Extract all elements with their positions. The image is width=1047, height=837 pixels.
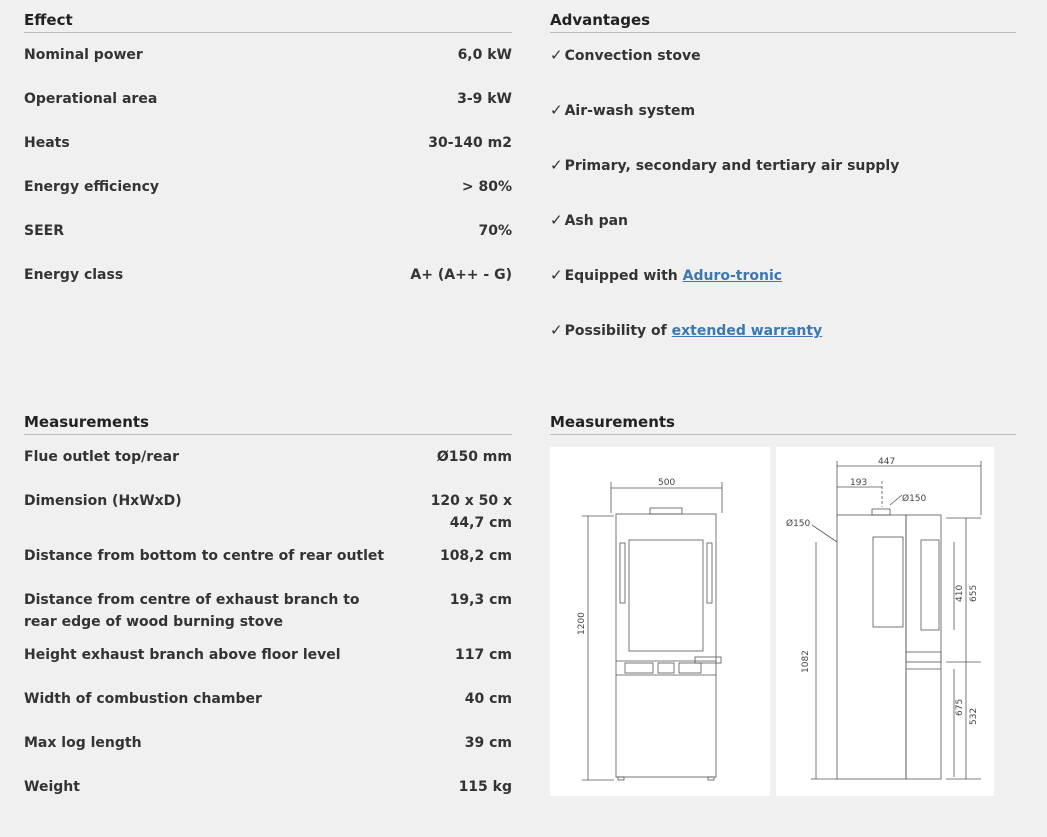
spec-value: 108,2 cm bbox=[439, 548, 512, 564]
spec-value: > 80% bbox=[461, 179, 512, 195]
advantage-text: Ash pan bbox=[564, 213, 629, 229]
side-view-drawing bbox=[776, 447, 994, 796]
front-width-label: 500 bbox=[658, 478, 676, 488]
advantages-title: Advantages bbox=[550, 10, 1016, 33]
advantage-item bbox=[550, 99, 695, 122]
spec-value: 70% bbox=[478, 223, 512, 239]
spec-value: A+ (A++ - G) bbox=[410, 267, 512, 283]
spec-value: 115 kg bbox=[458, 779, 512, 795]
spec-label: Flue outlet top/rear bbox=[24, 449, 180, 465]
side-offset-label: 193 bbox=[850, 478, 868, 488]
spec-row bbox=[24, 44, 512, 66]
side-dim-532: 532 bbox=[969, 707, 979, 725]
spec-row bbox=[24, 132, 512, 154]
advantage-text: Equipped with bbox=[564, 268, 683, 284]
spec-row bbox=[24, 776, 512, 798]
check-icon: ✓ bbox=[550, 46, 563, 64]
spec-label: Weight bbox=[24, 779, 80, 795]
spec-row bbox=[24, 176, 512, 198]
spec-label: Nominal power bbox=[24, 47, 143, 63]
advantage-text: Air-wash system bbox=[564, 103, 696, 119]
spec-row bbox=[24, 490, 512, 534]
spec-value: 120 x 50 x 44,7 cm bbox=[430, 493, 512, 531]
side-height-label: 1082 bbox=[801, 650, 811, 673]
front-view-svg bbox=[550, 447, 770, 796]
advantage-item bbox=[550, 44, 701, 67]
spec-value: 19,3 cm bbox=[449, 592, 512, 608]
spec-label: Energy class bbox=[24, 267, 124, 283]
spec-label: Width of combustion chamber bbox=[24, 691, 262, 707]
side-flue-rear-label: Ø150 bbox=[786, 519, 811, 529]
advantage-link[interactable]: extended warranty bbox=[671, 323, 823, 339]
side-dim-675: 675 bbox=[955, 698, 965, 716]
spec-row bbox=[24, 688, 512, 710]
side-flue-top-label: Ø150 bbox=[902, 494, 927, 504]
spec-value: 6,0 kW bbox=[457, 47, 512, 63]
front-height-label: 1200 bbox=[577, 612, 587, 635]
spec-row bbox=[24, 446, 512, 468]
check-icon: ✓ bbox=[550, 211, 563, 229]
side-dim-410: 410 bbox=[955, 584, 965, 602]
advantages-section bbox=[550, 10, 1016, 339]
spec-row bbox=[24, 644, 512, 666]
spec-row bbox=[24, 88, 512, 110]
drawings-title: Measurements bbox=[550, 412, 1016, 435]
spec-row bbox=[24, 732, 512, 754]
spec-row bbox=[24, 264, 512, 286]
spec-value: 3-9 kW bbox=[457, 91, 512, 107]
advantage-item bbox=[550, 154, 899, 177]
effect-section bbox=[24, 10, 512, 283]
spec-label: Distance from bottom to centre of rear outlet bbox=[24, 548, 385, 564]
side-depth-label: 447 bbox=[878, 457, 896, 467]
spec-value: 39 cm bbox=[464, 735, 512, 751]
advantage-item bbox=[550, 209, 628, 232]
spec-row bbox=[24, 545, 512, 567]
spec-value: 30-140 m2 bbox=[428, 135, 512, 151]
advantage-text: Primary, secondary and tertiary air supply bbox=[564, 158, 900, 174]
advantage-text: Convection stove bbox=[564, 48, 701, 64]
spec-label: Energy efficiency bbox=[24, 179, 160, 195]
check-icon: ✓ bbox=[550, 156, 563, 174]
advantage-item bbox=[550, 264, 782, 287]
spec-label: Operational area bbox=[24, 91, 158, 107]
spec-label: Heats bbox=[24, 135, 70, 151]
spec-label: Dimension (HxWxD) bbox=[24, 493, 182, 509]
check-icon: ✓ bbox=[550, 101, 563, 119]
front-view-drawing bbox=[550, 447, 770, 796]
spec-label: Distance from centre of exhaust branch to rear edge of wood burning stove bbox=[24, 592, 360, 630]
measurements-title: Measurements bbox=[24, 412, 512, 435]
spec-label: Height exhaust branch above floor level bbox=[24, 647, 341, 663]
spec-row bbox=[24, 589, 512, 633]
advantage-link[interactable]: Aduro-tronic bbox=[682, 268, 783, 284]
side-view-svg bbox=[776, 447, 994, 796]
spec-label: SEER bbox=[24, 223, 64, 239]
check-icon: ✓ bbox=[550, 266, 563, 284]
measurements-section bbox=[24, 412, 512, 795]
advantage-text: Possibility of bbox=[564, 323, 672, 339]
advantage-item bbox=[550, 319, 822, 342]
spec-value: Ø150 mm bbox=[436, 449, 512, 465]
check-icon: ✓ bbox=[550, 321, 563, 339]
spec-row bbox=[24, 220, 512, 242]
side-dim-655: 655 bbox=[969, 584, 979, 602]
spec-value: 40 cm bbox=[464, 691, 512, 707]
spec-value: 117 cm bbox=[455, 647, 512, 663]
spec-label: Max log length bbox=[24, 735, 142, 751]
effect-title: Effect bbox=[24, 10, 512, 33]
drawings-section bbox=[550, 412, 1016, 435]
